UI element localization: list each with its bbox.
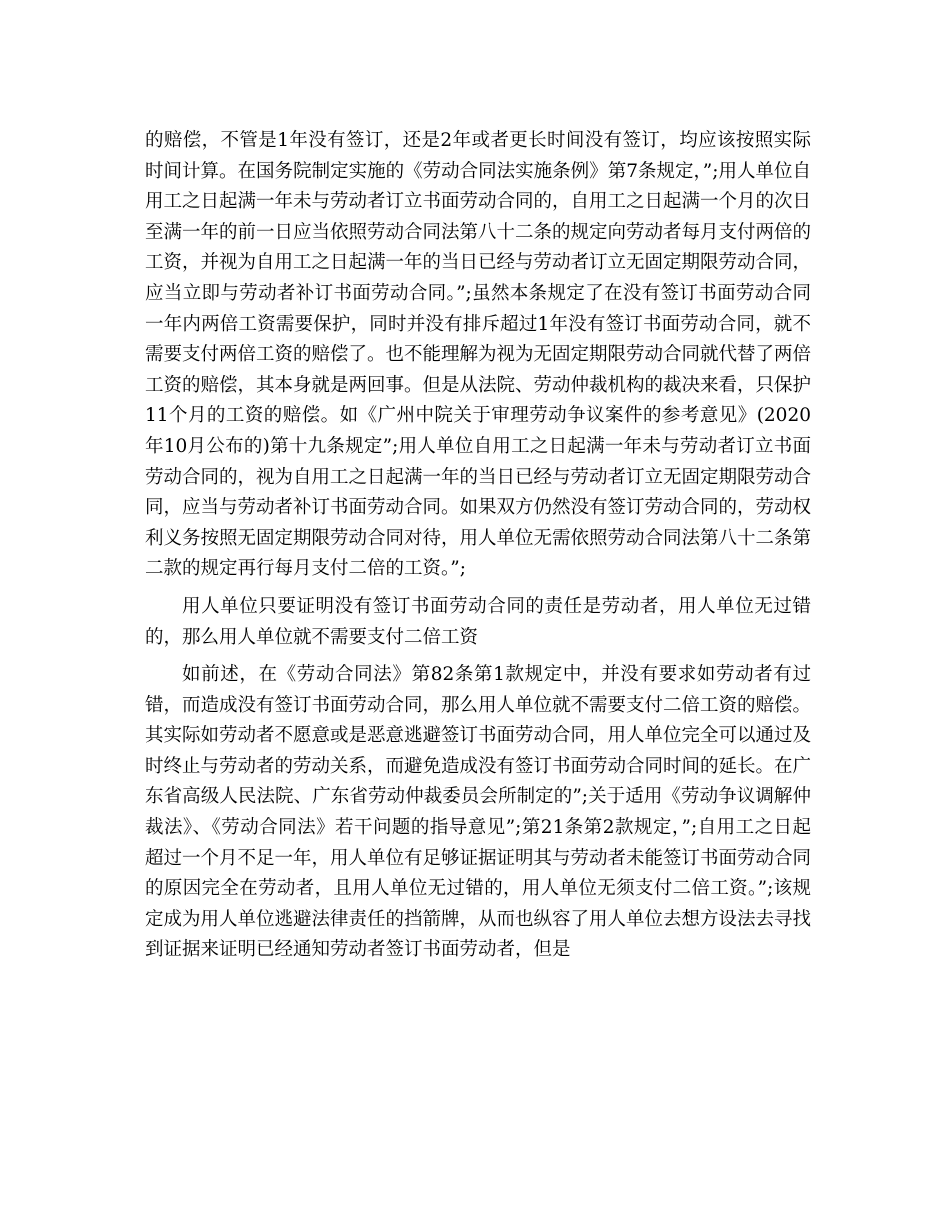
document-page (145, 126, 811, 973)
paragraph-heading-statement: 用人单位只要证明没有签订书面劳动合同的责任是劳动者，用人单位无过错的，那么用人单位就不需要支付二倍工资 (145, 595, 811, 648)
paragraph-continuation: 的赔偿，不管是1年没有签订，还是2年或者更长时间没有签订，均应该按照实际时间计算。在国务院制定实施的《劳动合同法实施条例》第7条规定，”;用人单位自用工之日起满一年未与劳动者订立书面劳动合同的，自用工之日起满一个月的次日至满一年的前一日应当依照劳动合同法第八十二条的规定向劳动者每月支付两倍的工资，并视为自用工之日起满一年的当日已经与劳动者订立无固定期限劳动合同，应当立即与劳动者补订书面劳动合同。”;虽然本条规定了在没有签订书面劳动合同一年内两倍工资需要保护，同时并没有排斥超过1年没有签订书面劳动合同，就不需要支付两倍工资的赔偿了。也不能理解为视为无固定期限劳动合同就代替了两倍工资的赔偿，其本身就是两回事。但是从法院、劳动仲裁机构的裁决来看，只保护11个月的工资的赔偿。如《广州中院关于审理劳动争议案件的参考意见》(2020年10月公布的)第十九条规定”;用人单位自用工之日起满一年未与劳动者订立书面劳动合同的，视为自用工之日起满一年的当日已经与劳动者订立无固定期限劳动合同，应当与劳动者补订书面劳动合同。如果双方仍然没有签订劳动合同的，劳动权利义务按照无固定期限劳动合同对待，用人单位无需依照劳动合同法第八十二条第二款的规定再行每月支付二倍的工资。”; (145, 130, 812, 580)
paragraph-body: 如前述，在《劳动合同法》第82条第1款规定中，并没有要求如劳动者有过错，而造成没有签订书面劳动合同，那么用人单位就不需要支付二倍工资的赔偿。其实际如劳动者不愿意或是恶意逃避签订书面劳动合同，用人单位完全可以通过及时终止与劳动者的劳动关系，而避免造成没有签订书面劳动合同时间的延长。在广东省高级人民法院、广东省劳动仲裁委员会所制定的”;关于适用《劳动争议调解仲裁法》、《劳动合同法》若干问题的指导意见”;第21条第2款规定，”;自用工之日起超过一个月不足一年，用人单位有足够证据证明其与劳动者未能签订书面劳动合同的原因完全在劳动者，且用人单位无过错的，用人单位无须支付二倍工资。”;该规定成为用人单位逃避法律责任的挡箭牌，从而也纵容了用人单位去想方设法去寻找到证据来证明已经通知劳动者签订书面劳动者，但是 (145, 664, 812, 961)
